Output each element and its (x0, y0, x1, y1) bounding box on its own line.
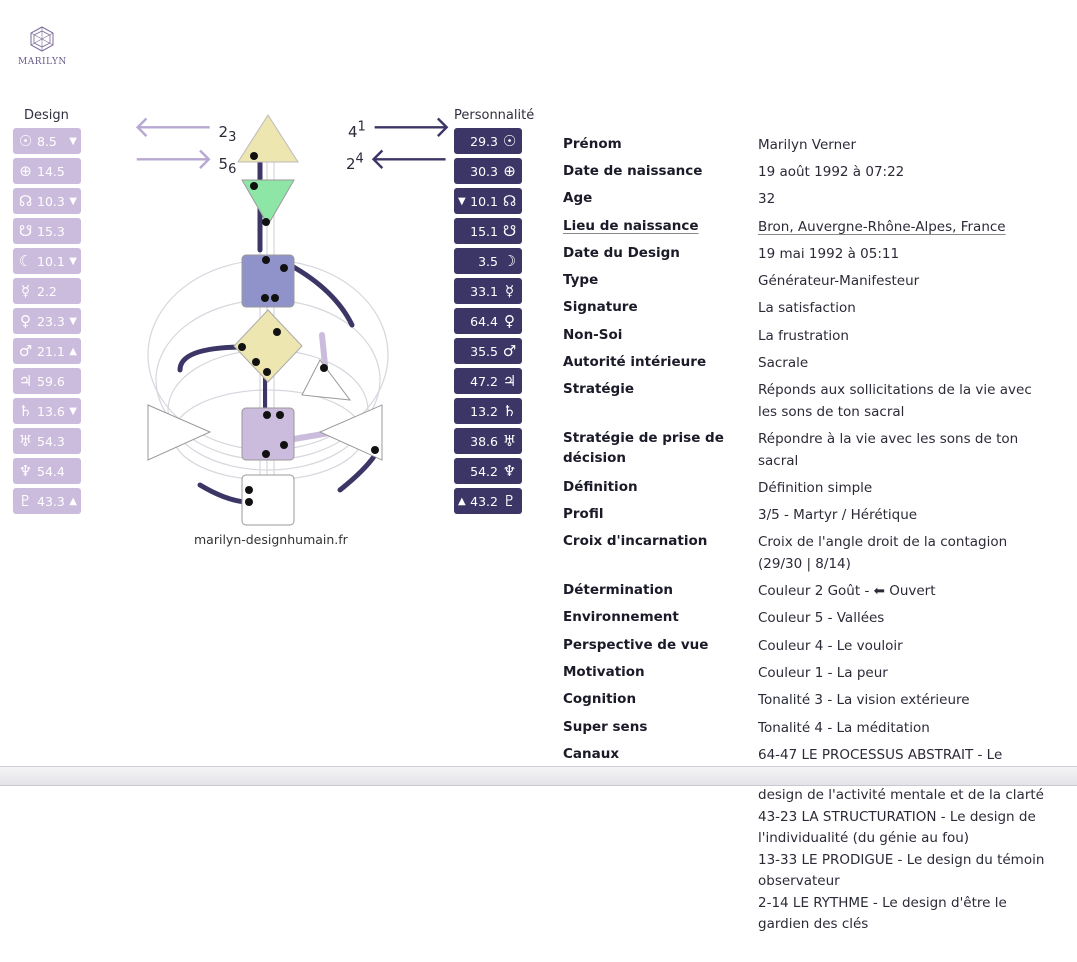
mercury-icon: ☿ (20, 282, 31, 300)
saturn-icon: ♄ (502, 402, 517, 420)
moon-icon: ☾ (18, 252, 33, 270)
design-venus: ♀ 23.3 ▼ (13, 308, 81, 334)
info-row-channels: Canaux 64-47 LE PROCESSUS ABSTRAIT - Le (563, 746, 1003, 763)
info-row-strategy: Stratégie Réponds aux sollicitations de la vie avec les sons de ton sacral (563, 381, 1032, 420)
jupiter-icon: ♃ (502, 372, 517, 390)
arrow-down-icon: ▼ (69, 315, 77, 327)
pers-south-node: 15.1 ☋ (454, 218, 522, 244)
arrow-down-icon: ▼ (69, 255, 77, 267)
info-row-environment: Environnement Couleur 5 - Vallées (563, 609, 885, 626)
pers-pluto: ▲ 43.2 ♇ (454, 488, 522, 514)
pers-north-node: ▼ 10.1 ☊ (454, 188, 522, 214)
info-row-perspective: Perspective de vue Couleur 4 - Le vouloir (563, 637, 903, 654)
info-row-design-date: Date du Design 19 mai 1992 à 05:11 (563, 245, 900, 262)
arrow-down-icon: ▼ (458, 195, 466, 207)
info-row-super-sens: Super sens Tonalité 4 - La méditation (563, 719, 930, 736)
info-row-age: Age 32 (563, 190, 776, 207)
arrow-down-icon: ▼ (69, 405, 77, 417)
design-south-node: ☋ 15.3 (13, 218, 81, 244)
design-north-node: ☊ 10.3 ▼ (13, 188, 81, 214)
jupiter-icon: ♃ (18, 372, 33, 390)
sun-icon: ☉ (502, 132, 517, 150)
moon-icon: ☽ (502, 252, 517, 270)
logo-icon (29, 26, 55, 52)
logo[interactable] (18, 26, 66, 67)
north-node-icon: ☊ (18, 192, 33, 210)
pluto-icon: ♇ (18, 492, 33, 510)
arrow-up-icon: ▲ (69, 495, 77, 507)
design-neptune: ♆ 54.4 (13, 458, 81, 484)
pluto-icon: ♇ (502, 492, 517, 510)
arrow-left-icon: 🡐 (368, 142, 450, 177)
saturn-icon: ♄ (18, 402, 33, 420)
design-sun: ☉ 8.5 ▼ (13, 128, 81, 154)
arrow-down-icon: ▼ (69, 195, 77, 207)
info-row-type: Type Générateur-Manifesteur (563, 272, 920, 289)
design-title: Design (24, 108, 69, 123)
north-node-icon: ☊ (502, 192, 517, 210)
ajna-center (242, 180, 294, 225)
personality-title: Personnalité (454, 108, 535, 123)
info-row-authority: Autorité intérieure Sacrale (563, 354, 809, 371)
neptune-icon: ♆ (18, 462, 33, 480)
pers-mercury: 33.1 ☿ (454, 278, 522, 304)
pers-jupiter: 47.2 ♃ (454, 368, 522, 394)
personality-column (454, 128, 522, 514)
info-row-signature: Signature La satisfaction (563, 299, 856, 316)
earth-icon: ⊕ (503, 162, 516, 180)
mars-icon: ♂ (502, 342, 517, 360)
south-node-icon: ☋ (18, 222, 33, 240)
sun-icon: ☉ (18, 132, 33, 150)
info-row-decision-strategy: Stratégie de prise de décision Répondre à la vie avec les sons de ton sacral (563, 430, 1019, 469)
info-row-birth-place[interactable]: Lieu de naissance Bron, Auvergne-Rhône-Alpes, France (563, 218, 1006, 235)
design-pluto: ♇ 43.3 ▲ (13, 488, 81, 514)
info-row-cognition: Cognition Tonalité 3 - La vision extérieure (563, 691, 970, 708)
info-row-prenom: Prénom Marilyn Verner (563, 136, 857, 153)
info-row-motivation: Motivation Couleur 1 - La peur (563, 664, 888, 681)
spleen-center (148, 405, 210, 460)
design-mercury: ☿ 2.2 (13, 278, 81, 304)
design-moon: ☾ 10.1 ▼ (13, 248, 81, 274)
info-row-profile: Profil 3/5 - Martyr / Hérétique (563, 506, 918, 523)
pers-mars: 35.5 ♂ (454, 338, 522, 364)
pers-moon: 3.5 ☽ (454, 248, 522, 274)
logo-text: MARILYN (18, 57, 67, 67)
neptune-icon: ♆ (502, 462, 517, 480)
arrow-down-icon: ▼ (69, 135, 77, 147)
page-break-bar (0, 766, 1077, 786)
design-column (13, 128, 81, 514)
design-mars: ♂ 21.1 ▲ (13, 338, 81, 364)
design-earth: ⊕ 14.5 (13, 158, 81, 184)
head-center (238, 115, 298, 162)
pers-sun: 29.3 ☉ (454, 128, 522, 154)
arrow-left-icon: 🡐 (133, 110, 214, 145)
info-row-birth-date: Date de naissance 19 août 1992 à 07:22 (563, 163, 905, 180)
info-row-definition: Définition Définition simple (563, 479, 873, 496)
channels-continued: design de l'activité mentale et de la clarté 43-23 LA STRUCTURATION - Le design de l'individualité (du génie au fou) 13-33 LE PRODIGUE - Le design du témoin observateur 2-14 LE RYTHME - Le design d'être le gardien des clés (758, 787, 1045, 932)
design-uranus: ♅ 54.3 (13, 428, 81, 454)
venus-icon: ♀ (504, 312, 515, 330)
design-saturn: ♄ 13.6 ▼ (13, 398, 81, 424)
info-row-non-soi: Non-Soi La frustration (563, 327, 849, 344)
mercury-icon: ☿ (504, 282, 515, 300)
earth-icon: ⊕ (19, 162, 32, 180)
arrow-up-icon: ▲ (69, 345, 77, 357)
variable-bottom-left: 🡒 $5_6$ (133, 142, 237, 178)
venus-icon: ♀ (20, 312, 31, 330)
pers-earth: 30.3 ⊕ (454, 158, 522, 184)
mars-icon: ♂ (18, 342, 33, 360)
info-row-incarnation-cross: Croix d'incarnation Croix de l'angle droit de la contagion (29/30 | 8/14) (563, 533, 1008, 572)
uranus-icon: ♅ (18, 432, 33, 450)
website-label: marilyn-designhumain.fr (194, 532, 348, 547)
pers-saturn: 13.2 ♄ (454, 398, 522, 424)
pers-venus: 64.4 ♀ (454, 308, 522, 334)
variable-top-right: $4^1$ 🡒 (348, 110, 452, 145)
info-row-determination: Détermination Couleur 2 Goût - ⬅ Ouvert (563, 582, 936, 599)
variable-top-left: 🡐 $2_3$ (133, 110, 237, 146)
south-node-icon: ☋ (502, 222, 517, 240)
arrow-right-icon: 🡒 (133, 142, 214, 177)
variable-bottom-right: $2^4$ 🡐 (346, 142, 450, 177)
pers-neptune: 54.2 ♆ (454, 458, 522, 484)
pers-uranus: 38.6 ♅ (454, 428, 522, 454)
arrow-right-icon: 🡒 (370, 110, 452, 145)
bodygraph (120, 110, 420, 530)
arrow-up-icon: ▲ (458, 495, 466, 507)
uranus-icon: ♅ (502, 432, 517, 450)
design-jupiter: ♃ 59.6 (13, 368, 81, 394)
